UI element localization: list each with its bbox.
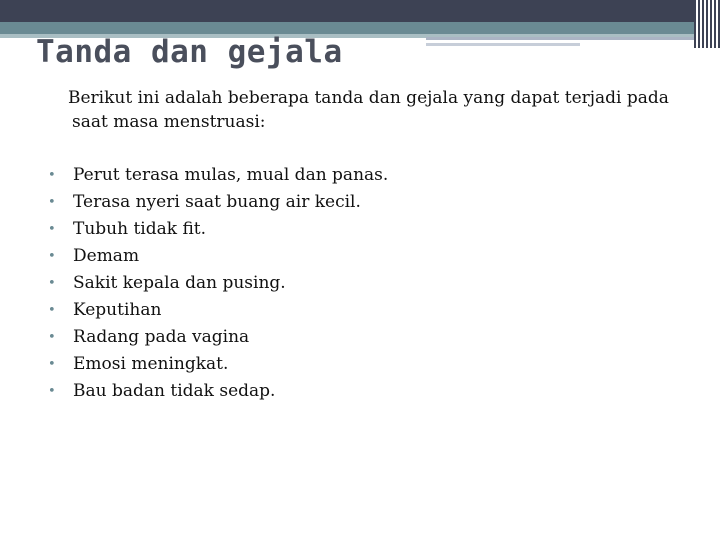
bullet-icon: •: [48, 330, 56, 345]
list-item: [48, 351, 388, 378]
list-item-text: Demam: [73, 246, 140, 266]
intro-line-2: saat masa menstruasi:: [72, 112, 266, 132]
corner-stripes-decoration: [694, 0, 720, 48]
bullet-icon: •: [48, 168, 56, 183]
bullet-icon: •: [48, 303, 56, 318]
symptom-list: [48, 162, 388, 405]
list-item-text: Bau badan tidak sedap.: [73, 381, 276, 401]
list-item: [48, 324, 388, 351]
bullet-icon: •: [48, 357, 56, 372]
bullet-icon: •: [48, 384, 56, 399]
bullet-icon: •: [48, 249, 56, 264]
slide-title: Tanda dan gejala: [36, 34, 343, 70]
title-rule: [426, 37, 694, 40]
list-item: [48, 189, 388, 216]
intro-text: [68, 86, 698, 134]
list-item-text: Radang pada vagina: [73, 327, 250, 347]
header-bar-dark: [0, 0, 720, 22]
list-item-text: Keputihan: [73, 300, 162, 320]
list-item-text: Tubuh tidak fit.: [73, 219, 207, 239]
bullet-icon: •: [48, 222, 56, 237]
list-item: [48, 270, 388, 297]
list-item-text: Terasa nyeri saat buang air kecil.: [73, 192, 361, 212]
list-item-text: Sakit kepala dan pusing.: [73, 273, 286, 293]
title-rule-short: [426, 43, 580, 46]
list-item: [48, 243, 388, 270]
bullet-icon: •: [48, 195, 56, 210]
list-item: [48, 297, 388, 324]
list-item-text: Emosi meningkat.: [73, 354, 229, 374]
header-bar-teal: [0, 22, 720, 34]
list-item: [48, 378, 388, 405]
list-item: [48, 216, 388, 243]
bullet-icon: •: [48, 276, 56, 291]
intro-line-1: Berikut ini adalah beberapa tanda dan gejala yang dapat terjadi pada: [68, 88, 669, 108]
list-item: [48, 162, 388, 189]
list-item-text: Perut terasa mulas, mual dan panas.: [73, 165, 389, 185]
